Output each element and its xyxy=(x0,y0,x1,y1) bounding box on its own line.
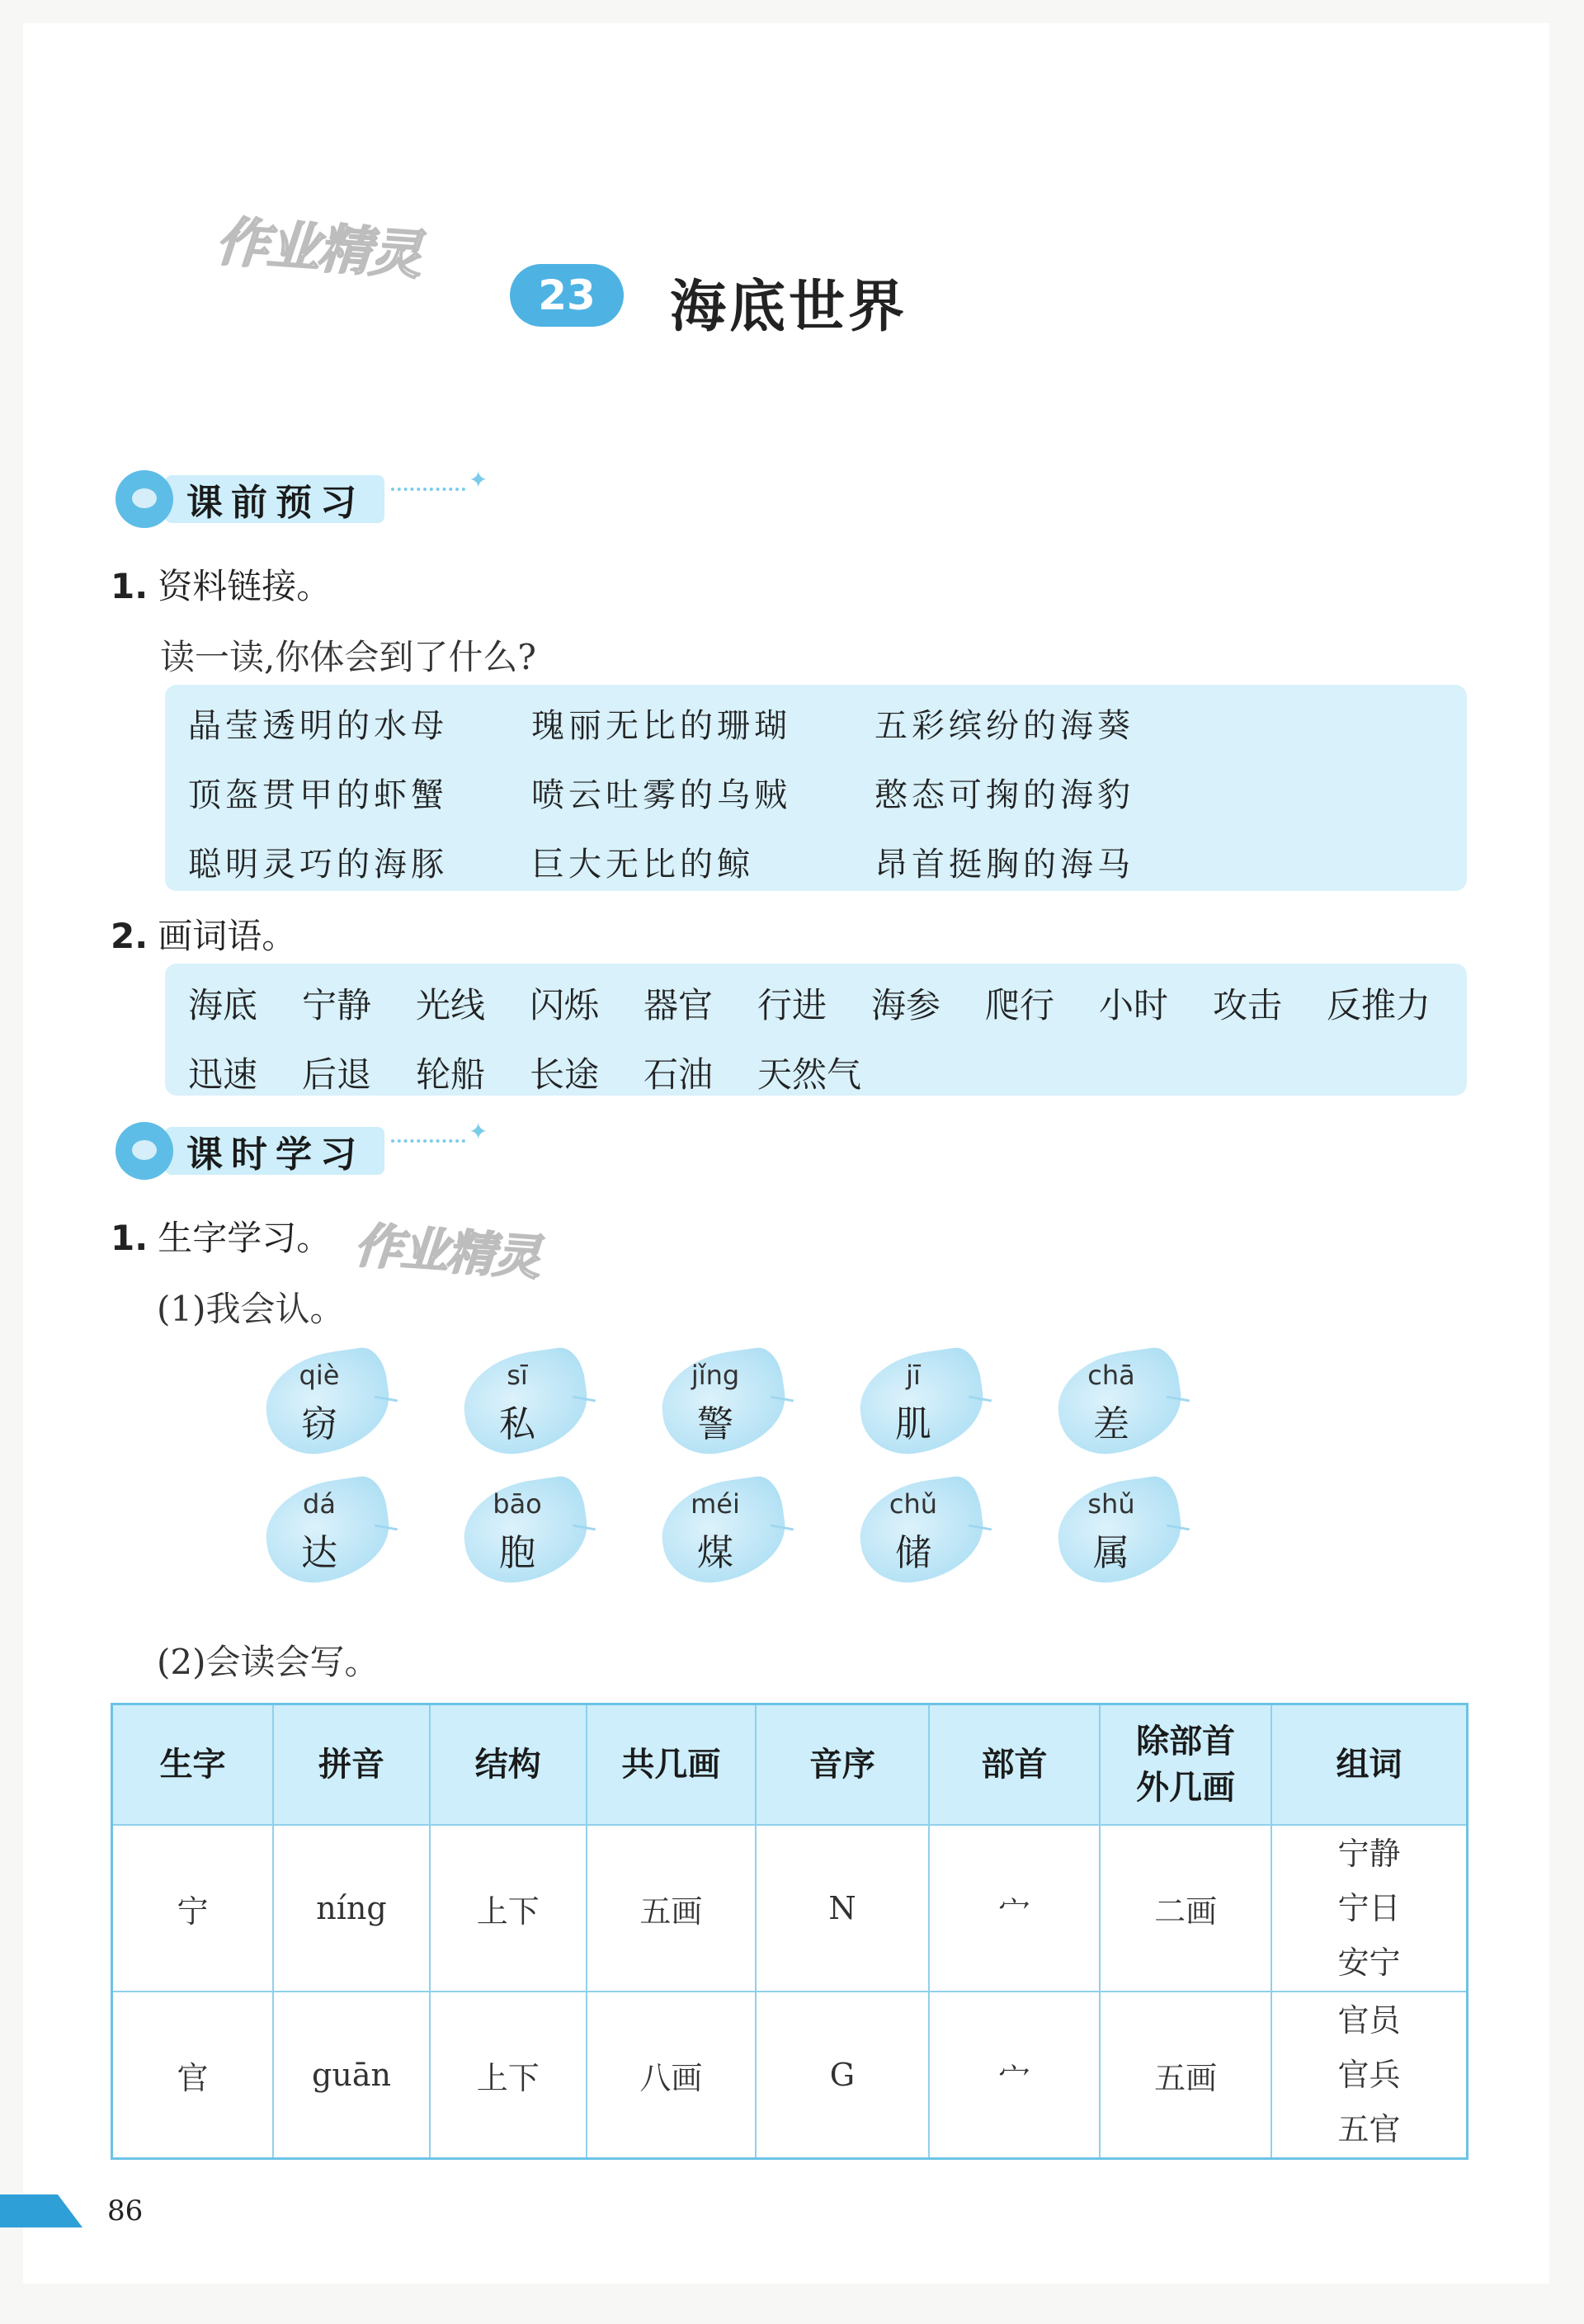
leaf-card xyxy=(860,1482,992,1581)
vocab-word: 器官 xyxy=(644,985,714,1025)
lesson-title: 海底世界 xyxy=(670,274,908,340)
phrase: 聪明灵巧的海豚 xyxy=(188,846,448,884)
question-number: 1. xyxy=(111,1218,148,1258)
header-char: 生字 xyxy=(112,1704,274,1826)
question-2 xyxy=(111,909,296,959)
vocab-word: 海底 xyxy=(188,985,258,1025)
mascot-icon xyxy=(116,1122,173,1180)
table-row xyxy=(112,1992,1468,2159)
section-header-preview xyxy=(116,465,488,528)
pinyin: jǐng xyxy=(691,1360,740,1391)
header-strokes: 共几画 xyxy=(587,1704,757,1826)
leaf-card xyxy=(1058,1353,1190,1452)
cell-char: 宁 xyxy=(112,1825,274,1992)
leaf-card xyxy=(464,1353,596,1452)
pinyin: bāo xyxy=(493,1488,542,1520)
character: 差 xyxy=(1093,1403,1129,1445)
question-text: 画词语。 xyxy=(158,916,297,956)
pinyin: dá xyxy=(303,1488,336,1520)
header-index: 音序 xyxy=(756,1704,929,1826)
section-label: 课前预习 xyxy=(165,475,384,523)
leaf-card xyxy=(464,1482,596,1581)
question-number: 1. xyxy=(111,566,148,606)
phrase: 顶盔贯甲的虾蟹 xyxy=(188,776,448,814)
cell-structure: 上下 xyxy=(430,1992,587,2159)
vocab-word: 宁静 xyxy=(302,985,372,1025)
header-extra-strokes: 除部首 外几画 xyxy=(1100,1704,1271,1826)
cell-words: 宁静 宁日 安宁 xyxy=(1271,1825,1468,1992)
character: 窃 xyxy=(301,1403,337,1445)
phrase: 昂首挺胸的海马 xyxy=(874,846,1134,884)
header-radical: 部首 xyxy=(929,1704,1101,1826)
character: 达 xyxy=(301,1532,337,1574)
star-icon: ✦ xyxy=(469,1117,488,1145)
question-1 xyxy=(111,1211,331,1261)
cell-radical: 宀 xyxy=(929,1825,1101,1992)
character-table xyxy=(111,1703,1468,2160)
star-icon: ✦ xyxy=(469,465,488,493)
dotted-trail-icon xyxy=(391,488,465,494)
header-pinyin: 拼音 xyxy=(273,1704,430,1826)
cell-strokes: 八画 xyxy=(587,1992,757,2159)
phrase: 巨大无比的鲸 xyxy=(531,846,754,884)
vocab-word: 小时 xyxy=(1099,985,1169,1025)
pinyin: shǔ xyxy=(1087,1488,1135,1520)
pinyin: chǔ xyxy=(889,1488,938,1520)
vocab-word: 海参 xyxy=(871,985,941,1025)
vocab-word: 光线 xyxy=(416,985,486,1025)
mascot-icon xyxy=(116,470,173,528)
vocab-word: 行进 xyxy=(757,985,827,1025)
header-words: 组词 xyxy=(1271,1704,1468,1826)
page-number: 86 xyxy=(107,2194,144,2227)
pinyin: méi xyxy=(691,1488,740,1520)
vocab-word: 长途 xyxy=(530,1054,600,1095)
vocab-word: 天然气 xyxy=(757,1054,862,1095)
leaf-card xyxy=(266,1353,398,1452)
question-text: 资料链接。 xyxy=(158,566,332,606)
phrase: 五彩缤纷的海葵 xyxy=(874,707,1134,745)
table-header-row xyxy=(112,1704,1468,1826)
vocab-word: 爬行 xyxy=(985,985,1055,1025)
vocab-word: 反推力 xyxy=(1327,985,1431,1025)
watermark: 作业精灵 xyxy=(214,211,422,287)
character: 警 xyxy=(697,1403,733,1445)
character: 储 xyxy=(895,1532,931,1574)
vocab-word: 闪烁 xyxy=(530,985,600,1025)
part-2-label: (2)会读会写。 xyxy=(157,1642,380,1682)
vocab-word: 轮船 xyxy=(416,1054,486,1095)
question-text: 生字学习。 xyxy=(158,1218,332,1258)
header-structure: 结构 xyxy=(430,1704,587,1826)
leaf-card xyxy=(662,1353,794,1452)
character: 私 xyxy=(499,1403,535,1445)
vocab-word: 迅速 xyxy=(188,1054,258,1095)
cell-extra-strokes: 五画 xyxy=(1100,1992,1271,2159)
character: 胞 xyxy=(499,1532,535,1574)
cell-words: 官员 官兵 五官 xyxy=(1271,1992,1468,2159)
watermark: 作业精灵 xyxy=(352,1217,541,1286)
vocab-word: 石油 xyxy=(644,1054,714,1095)
section-label: 课时学习 xyxy=(165,1127,384,1175)
cell-index: G xyxy=(756,1992,929,2159)
part-1-label: (1)我会认。 xyxy=(157,1289,345,1329)
phrase: 瑰丽无比的珊瑚 xyxy=(531,707,791,745)
leaf-card xyxy=(662,1482,794,1581)
cell-index: N xyxy=(756,1825,929,1992)
cell-pinyin: níng xyxy=(273,1825,430,1992)
cell-extra-strokes: 二画 xyxy=(1100,1825,1271,1992)
cell-strokes: 五画 xyxy=(587,1825,757,1992)
character: 肌 xyxy=(895,1403,931,1445)
vocab-word: 攻击 xyxy=(1213,985,1283,1025)
character: 属 xyxy=(1093,1532,1129,1574)
lesson-number-badge: 23 xyxy=(510,264,624,327)
vocab-word: 后退 xyxy=(302,1054,372,1095)
cell-char: 官 xyxy=(112,1992,274,2159)
pinyin: sī xyxy=(507,1360,528,1391)
pinyin: jī xyxy=(906,1360,921,1391)
cell-structure: 上下 xyxy=(430,1825,587,1992)
question-1 xyxy=(111,559,331,609)
phrase: 憨态可掬的海豹 xyxy=(874,776,1134,814)
question-number: 2. xyxy=(111,916,148,956)
leaf-card xyxy=(1058,1482,1190,1581)
character: 煤 xyxy=(697,1532,733,1574)
leaf-card xyxy=(266,1482,398,1581)
phrase: 喷云吐雾的乌贼 xyxy=(531,776,791,814)
dotted-trail-icon xyxy=(391,1139,465,1146)
phrase: 晶莹透明的水母 xyxy=(188,707,448,745)
cell-radical: 宀 xyxy=(929,1992,1101,2159)
pinyin: qiè xyxy=(299,1360,340,1391)
pinyin: chā xyxy=(1087,1360,1135,1391)
section-header-study xyxy=(116,1117,488,1180)
cell-pinyin: guān xyxy=(273,1992,430,2159)
question-prompt: 读一读,你体会到了什么? xyxy=(160,637,536,677)
leaf-card xyxy=(860,1353,992,1452)
table-row xyxy=(112,1825,1468,1992)
